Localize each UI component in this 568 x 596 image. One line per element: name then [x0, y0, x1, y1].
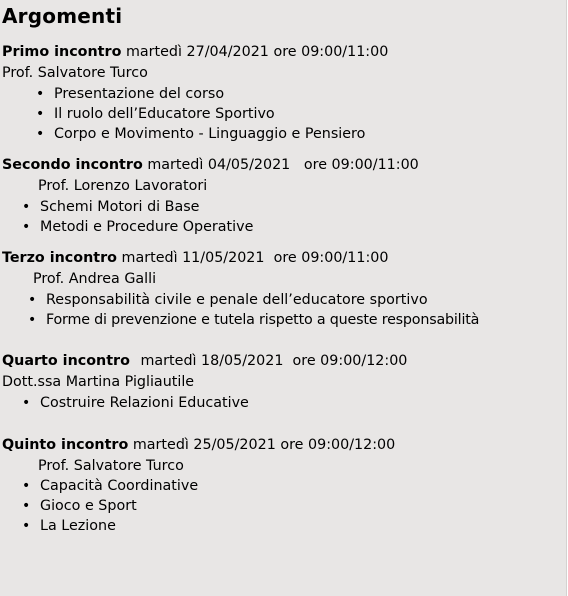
content-panel: Argomenti Primo incontro martedì 27/04/2021 ore 09:00/11:00 Prof. Salvatore Turco • Presentazione del corso • Il ruolo dell’Educatore Sportivo • Corpo e Movimento - Linguaggio e Pensiero Secondo incontro martedì 04/05/2021 ore 09:00/11:00 Prof. Lorenzo Lavoratori • Schemi Motori di Base • Metodi e Procedure Operative Terzo incontro martedì 11/05/2021 ore 09:00/11:00 Prof. Andrea Galli • Responsabilità civile e penale dell’educatore sportivo • Forme di prevenzione e tutela rispetto a queste responsabilità Quarto incontro martedì 18/05/2021 ore 09:00/12:00 Dott.ssa Martina Pigliautile • Costruire Relazioni Educative Quinto incontro martedì 25/05/2021 ore 09:00/12:00 Prof. Salvatore Turco • Capacità Coordinative • Gioco e Sport • La Lezione	[0, 0, 567, 596]
session-datetime: martedì 18/05/2021 ore 09:00/12:00	[140, 353, 408, 369]
bullet-icon: •	[36, 86, 45, 102]
session-name: Terzo incontro	[2, 250, 117, 266]
bullet-icon: •	[22, 498, 31, 514]
session-teacher: Prof. Salvatore Turco	[2, 65, 148, 81]
session-heading	[2, 42, 388, 62]
session-heading	[2, 351, 407, 371]
session-heading	[2, 435, 395, 455]
session-heading	[2, 248, 388, 268]
session-datetime: martedì 25/05/2021 ore 09:00/12:00	[132, 437, 396, 453]
bullet-icon: •	[36, 106, 45, 122]
session-name: Secondo incontro	[2, 157, 143, 173]
session-teacher: Prof. Andrea Galli	[33, 271, 157, 287]
bullet-icon: •	[22, 395, 31, 411]
session-heading	[2, 155, 419, 175]
session-teacher: Dott.ssa Martina Pigliautile	[2, 374, 195, 390]
session-teacher: Prof. Lorenzo Lavoratori	[38, 178, 208, 194]
bullet-icon: •	[22, 219, 31, 235]
session-datetime: martedì 27/04/2021 ore 09:00/11:00	[125, 44, 389, 60]
session-name: Primo incontro	[2, 44, 122, 60]
session-name: Quarto incontro	[2, 353, 130, 369]
bullet-icon: •	[22, 518, 31, 534]
session-datetime: martedì 04/05/2021 ore 09:00/11:00	[147, 157, 419, 173]
bullet-icon: •	[22, 478, 31, 494]
bullet-icon: •	[28, 292, 37, 308]
page-title: Argomenti	[2, 4, 123, 28]
session-teacher: Prof. Salvatore Turco	[38, 458, 184, 474]
bullet-icon: •	[36, 126, 45, 142]
bullet-icon: •	[28, 312, 37, 328]
bullet-icon: •	[22, 199, 31, 215]
session-name: Quinto incontro	[2, 437, 129, 453]
session-datetime: martedì 11/05/2021 ore 09:00/11:00	[121, 250, 389, 266]
